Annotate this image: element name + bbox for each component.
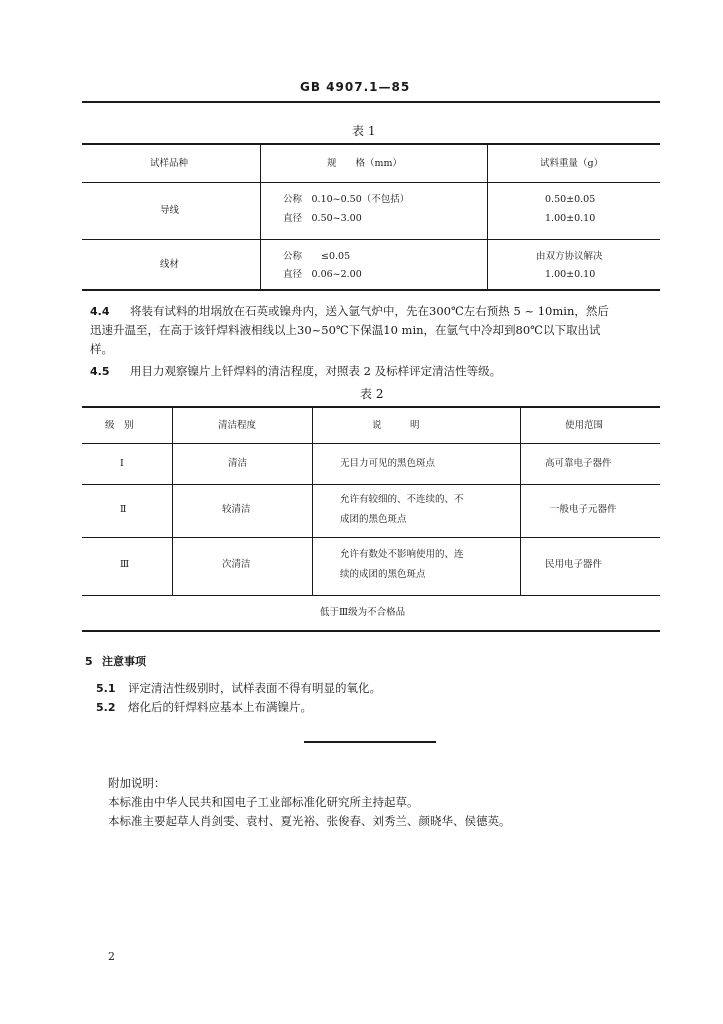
table2-header-level: 清洁程度 <box>218 420 257 431</box>
end-separator <box>304 741 436 743</box>
table1-row-spec-line: 直径 0.06~2.00 <box>283 269 362 280</box>
section-4-4-line: 样。 <box>90 342 113 356</box>
table1-header-spec: 规 格（mm） <box>327 158 403 169</box>
section-5-1-number: 5.1 <box>96 682 116 695</box>
table2-header-usage: 使用范围 <box>565 420 604 431</box>
table2-row-level: 较清洁 <box>222 504 251 515</box>
table2-row-desc-line: 允许有较细的、不连续的、不 <box>340 494 464 505</box>
table2-row-usage: 民用电子器件 <box>545 559 603 570</box>
section-5-title: 注意事项 <box>102 655 146 668</box>
table1-row-spec-line: 公称 0.10~0.50（不包括） <box>283 194 410 205</box>
table1-header-sample: 试样品种 <box>150 158 189 169</box>
table2-row-usage: 高可靠电子器件 <box>545 458 612 469</box>
table2-row-usage: 一般电子元器件 <box>550 504 617 515</box>
table2-header-desc: 说 明 <box>372 420 420 431</box>
header-rule <box>82 101 660 103</box>
table1-row-weight-line: 由双方协议解决 <box>536 251 603 262</box>
table2-row-level: 清洁 <box>228 458 248 469</box>
table1-row-spec-line: 公称 ≤0.05 <box>283 251 351 262</box>
notes-line: 本标准主要起草人肖剑雯、袁村、夏光裕、张俊春、刘秀兰、颜晓华、侯德英。 <box>108 814 511 828</box>
section-5-1-text: 评定清洁性级别时，试样表面不得有明显的氧化。 <box>128 681 381 695</box>
table1-header-weight: 试料重量（g） <box>540 158 604 169</box>
table1-row-name: 导线 <box>160 205 180 216</box>
notes-line: 本标准由中华人民共和国电子工业部标准化研究所主持起草。 <box>108 795 419 809</box>
table2-row-grade: Ⅲ <box>120 559 130 570</box>
table2-row-desc-line: 成团的黑色斑点 <box>340 514 407 525</box>
section-4-5-text: 用目力观察镍片上钎焊料的清洁程度，对照表 2 及标样评定清洁性等级。 <box>130 364 502 378</box>
section-5-2-text: 熔化后的钎焊料应基本上布满镍片。 <box>128 700 312 714</box>
table2-row-desc-line: 允许有数处不影响使用的、连 <box>340 549 464 560</box>
table2-row-desc-line: 无目力可见的黑色斑点 <box>340 458 436 469</box>
table1-row-spec-line: 直径 0.50~3.00 <box>283 213 362 224</box>
table2-row-grade: Ⅰ <box>120 458 124 469</box>
table1-row-weight-line: 1.00±0.10 <box>545 213 596 224</box>
section-5-number: 5 <box>85 655 93 668</box>
table2-row-level: 次清洁 <box>222 559 251 570</box>
table2-caption: 表 2 <box>360 387 384 401</box>
table1-row-weight-line: 0.50±0.05 <box>545 194 596 205</box>
table1-caption: 表 1 <box>352 124 376 138</box>
table1-row-name: 线材 <box>160 259 180 270</box>
page-number: 2 <box>108 950 115 963</box>
table2-row-grade: Ⅱ <box>120 504 127 515</box>
section-5-2-number: 5.2 <box>96 701 116 714</box>
table2-footer: 低于Ⅲ级为不合格品 <box>320 607 406 618</box>
section-4-4-number: 4.4 <box>90 305 110 318</box>
section-4-4-line: 将装有试料的坩埚放在石英或镍舟内，送入氩气炉中，先在300℃左右预热 5 ~ 10min，然后 <box>130 304 609 318</box>
table1-row-weight-line: 1.00±0.10 <box>545 269 596 280</box>
document-code-header: GB 4907.1—85 <box>300 80 411 94</box>
notes-title: 附加说明： <box>108 776 166 790</box>
table2-row-desc-line: 续的成团的黑色斑点 <box>340 569 426 580</box>
section-4-4-line: 迅速升温至，在高于该钎焊料液相线以上30~50℃下保温10 min，在氩气中冷却到80℃以下取出试 <box>90 323 601 337</box>
table2-header-grade: 级 别 <box>105 420 134 431</box>
section-4-5-number: 4.5 <box>90 365 110 378</box>
